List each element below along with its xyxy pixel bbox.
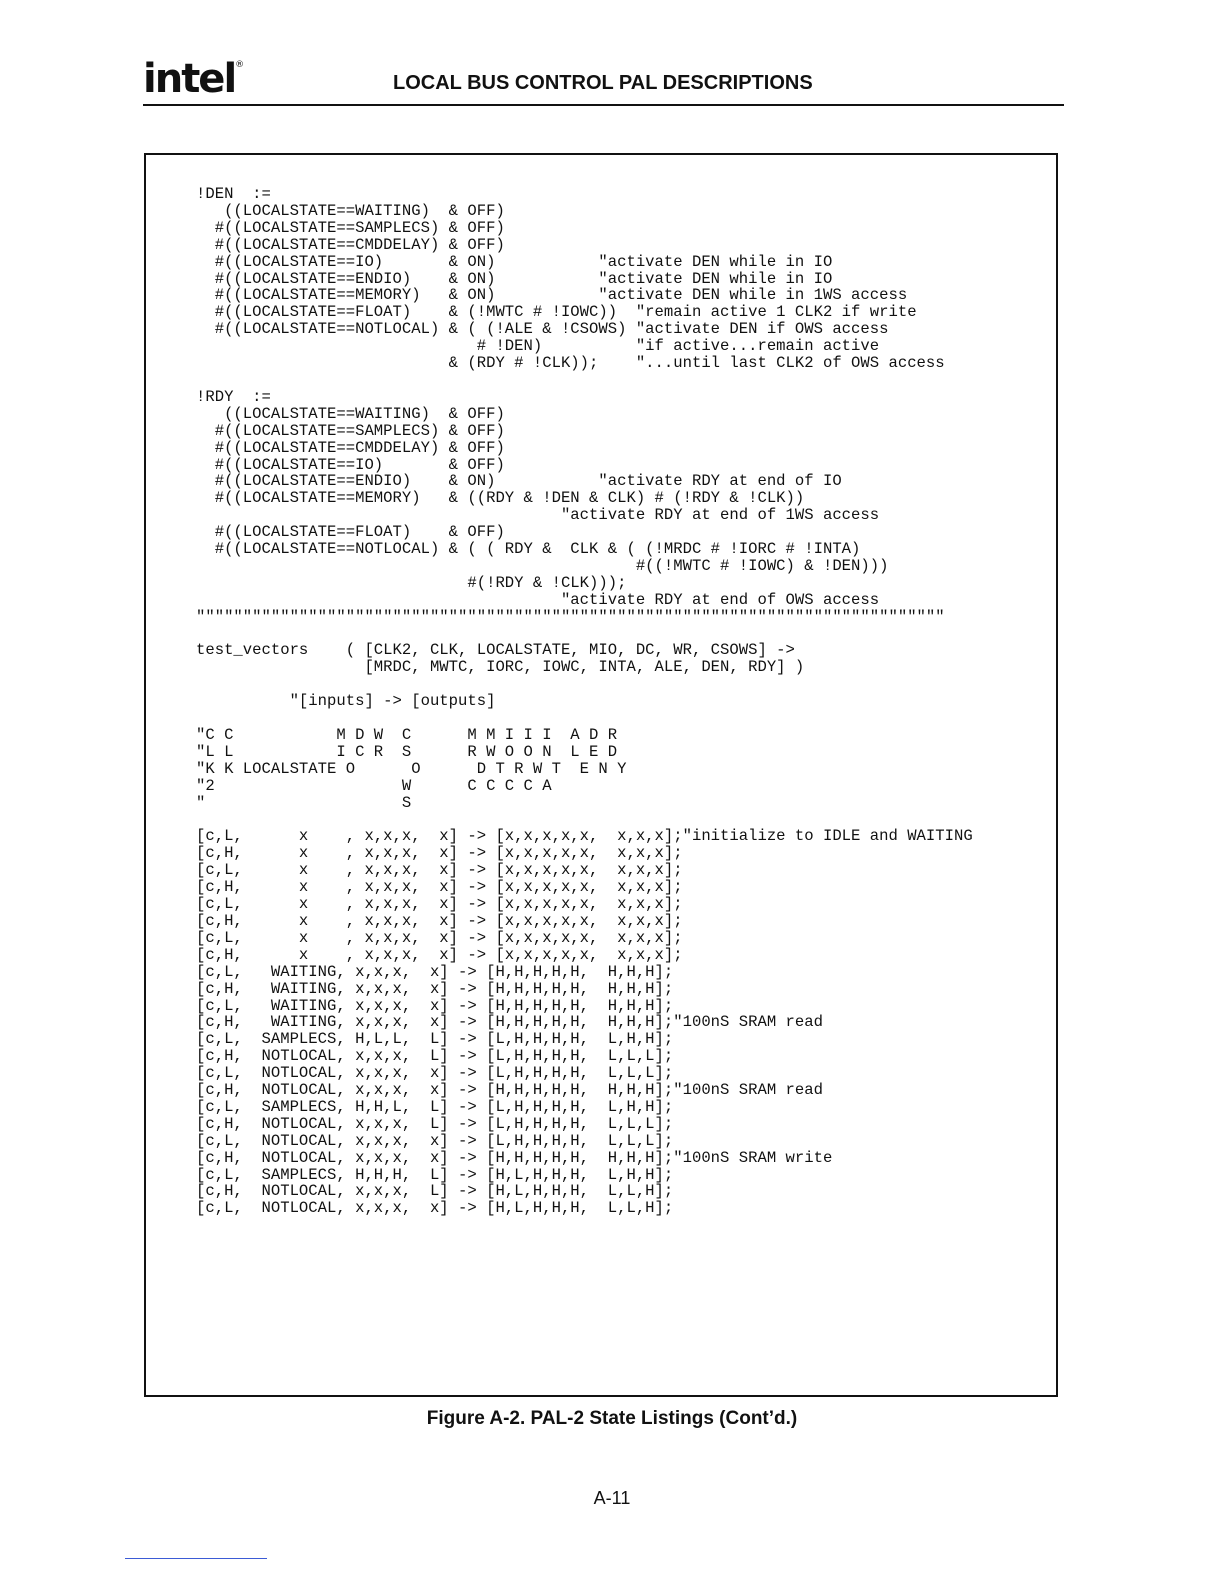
header-rule [143,104,1064,106]
listing-line: #((LOCALSTATE==NOTLOCAL) & ( (!ALE & !CSOWS) "activate DEN if OWS access [196,320,889,339]
listing-line [196,710,973,727]
listing-line: "2 W C C C C A [196,776,552,795]
listing-line: #((LOCALSTATE==SAMPLECS) & OFF) [196,218,505,237]
listing-line: #((LOCALSTATE==ENDIO) & ON) "activate DEN while in IO [196,269,833,288]
listing-line: "C C M D W C M M I I I A D R [196,726,618,744]
listing-line: "K K LOCALSTATE O O D T R W T E N Y [196,759,627,778]
listing-line: "activate RDY at end of OWS access [196,590,880,609]
listing-line: """""""""""""""""""""""""""""""""""""""""""""""""""""""""""""""""""""""""""""""" [196,607,945,626]
listing-line: [c,H, x , x,x,x, x] -> [x,x,x,x,x, x,x,x]; [196,878,683,897]
listing-line: [c,H, NOTLOCAL, x,x,x, L] -> [H,L,H,H,H, L,L,H]; [196,1182,674,1201]
listing-line: !DEN := [196,185,271,203]
listing-line [196,812,973,829]
listing-line [196,372,973,389]
listing-line: [c,H, NOTLOCAL, x,x,x, x] -> [H,H,H,H,H, H,H,H];"100nS SRAM write [196,1148,833,1167]
listing-line: #((LOCALSTATE==FLOAT) & (!MWTC # !IOWC)) "remain active 1 CLK2 if write [196,303,917,322]
listing-line: #((LOCALSTATE==IO) & OFF) [196,455,505,474]
listing-line: [c,L, WAITING, x,x,x, x] -> [H,H,H,H,H, H,H,H]; [196,962,674,981]
listing-line: [c,L, NOTLOCAL, x,x,x, x] -> [L,H,H,H,H, L,L,L]; [196,1131,674,1150]
listing-line: #((LOCALSTATE==NOTLOCAL) & ( ( RDY & CLK & ( (!MRDC # !IORC # !INTA) [196,540,861,559]
listing-line: ((LOCALSTATE==WAITING) & OFF) [196,404,505,423]
listing-line: #((!MWTC # !IOWC) & !DEN))) [196,556,889,575]
listing-line: [c,H, NOTLOCAL, x,x,x, L] -> [L,H,H,H,H, L,L,L]; [196,1114,674,1133]
listing-line: #((LOCALSTATE==IO) & ON) "activate DEN while in IO [196,252,833,271]
listing-line: ((LOCALSTATE==WAITING) & OFF) [196,201,505,220]
listing-line: [c,L, x , x,x,x, x] -> [x,x,x,x,x, x,x,x]; [196,928,683,947]
listing-line: #((LOCALSTATE==FLOAT) & OFF) [196,523,505,542]
listing-line: [c,H, x , x,x,x, x] -> [x,x,x,x,x, x,x,x]; [196,945,683,964]
listing-line: [c,L, x , x,x,x, x] -> [x,x,x,x,x, x,x,x]; [196,861,683,880]
listing-line [196,676,973,693]
listing-line [196,626,973,643]
listing-line: "activate RDY at end of 1WS access [196,506,880,525]
listing-line: #(!RDY & !CLK))); [196,573,627,592]
listing-line: [c,H, NOTLOCAL, x,x,x, x] -> [H,H,H,H,H, H,H,H];"100nS SRAM read [196,1081,823,1100]
listing-line: [c,H, NOTLOCAL, x,x,x, L] -> [L,H,H,H,H, L,L,L]; [196,1047,674,1066]
page-number: A-11 [593,1488,631,1508]
page-header-title: LOCAL BUS CONTROL PAL DESCRIPTIONS [393,72,813,94]
listing-line: " S [196,793,412,812]
listing-line: [c,L, x , x,x,x, x] -> [x,x,x,x,x, x,x,x];"initialize to IDLE and WAITING [196,827,973,846]
listing-line: [c,H, x , x,x,x, x] -> [x,x,x,x,x, x,x,x]; [196,911,683,930]
listing-line: #((LOCALSTATE==MEMORY) & ((RDY & !DEN & CLK) # (!RDY & !CLK)) [196,489,805,508]
intel-logo [143,56,244,102]
listing-line: [c,L, SAMPLECS, H,H,L, L] -> [L,H,H,H,H, L,H,H]; [196,1097,674,1116]
listing-line: [c,L, SAMPLECS, H,H,H, L] -> [H,L,H,H,H, L,H,H]; [196,1165,674,1184]
listing-line: [c,L, NOTLOCAL, x,x,x, x] -> [H,L,H,H,H, L,L,H]; [196,1199,674,1218]
listing-line: [c,L, NOTLOCAL, x,x,x, x] -> [L,H,H,H,H, L,L,L]; [196,1064,674,1083]
listing-line: [MRDC, MWTC, IORC, IOWC, INTA, ALE, DEN, RDY] ) [196,658,805,677]
listing-line: "[inputs] -> [outputs] [196,692,496,711]
listing-line: [c,L, x , x,x,x, x] -> [x,x,x,x,x, x,x,x]; [196,895,683,914]
listing-line: [c,L, SAMPLECS, H,L,L, L] -> [L,H,H,H,H, L,H,H]; [196,1030,674,1049]
listing-line: test_vectors ( [CLK2, CLK, LOCALSTATE, MIO, DC, WR, CSOWS] -> [196,641,795,660]
listing-line: #((LOCALSTATE==SAMPLECS) & OFF) [196,421,505,440]
figure-caption: Figure A-2. PAL-2 State Listings (Cont’d.) [426,1408,798,1429]
listing-line: [c,L, WAITING, x,x,x, x] -> [H,H,H,H,H, H,H,H]; [196,996,674,1015]
listing-line: #((LOCALSTATE==MEMORY) & ON) "activate DEN while in 1WS access [196,286,908,305]
listing-line: [c,H, WAITING, x,x,x, x] -> [H,H,H,H,H, H,H,H];"100nS SRAM read [196,1013,823,1032]
footer-rule [125,1558,267,1559]
listing-line: # !DEN) "if active...remain active [196,337,880,356]
listing-line: #((LOCALSTATE==ENDIO) & ON) "activate RDY at end of IO [196,472,842,491]
listing-line: #((LOCALSTATE==CMDDELAY) & OFF) [196,438,505,457]
listing-line: [c,H, WAITING, x,x,x, x] -> [H,H,H,H,H, H,H,H]; [196,979,674,998]
listing-line: !RDY := [196,387,271,406]
logo-text: intel [143,56,236,102]
registered-mark: ® [235,60,245,70]
state-listing [196,186,973,1217]
listing-line: & (RDY # !CLK)); "...until last CLK2 of OWS access [196,354,945,373]
listing-line: [c,H, x , x,x,x, x] -> [x,x,x,x,x, x,x,x]; [196,844,683,863]
listing-line: "L L I C R S R W O O N L E D [196,742,618,761]
listing-line: #((LOCALSTATE==CMDDELAY) & OFF) [196,235,505,254]
